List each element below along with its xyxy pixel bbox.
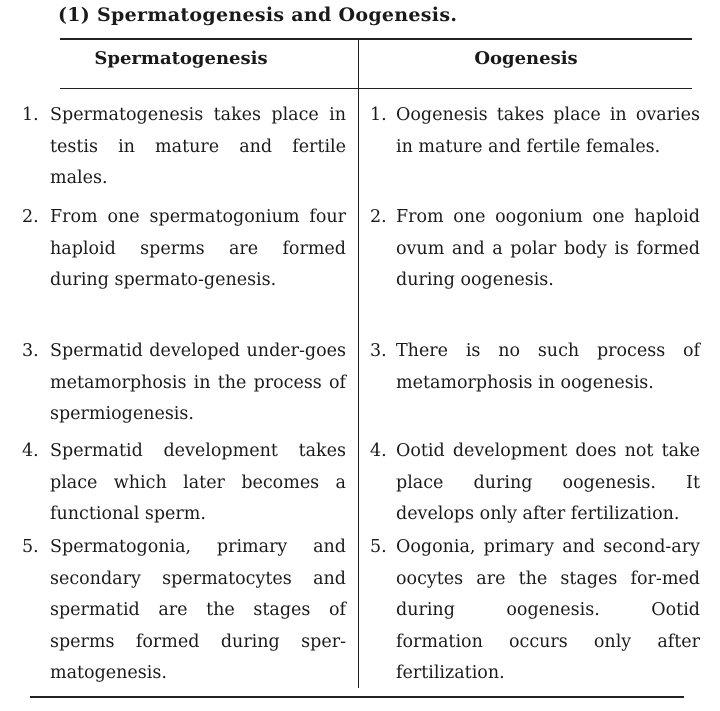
row-text: Spermatogonia, primary and secondary spermatocytes and spermatid are the stages of sperms formed during sper-matogenesis.	[50, 537, 346, 683]
table-row	[16, 336, 346, 431]
table-top-rule	[60, 38, 692, 40]
row-text: Spermatid developed under-goes metamorphosis in the process of spermiogenesis.	[50, 341, 346, 424]
row-number: 2.	[370, 207, 387, 227]
header-spermatogenesis: Spermatogenesis	[94, 48, 268, 69]
row-text: Oogenesis takes place in ovaries in mature and fertile females.	[396, 105, 700, 157]
row-text: From one oogonium one haploid ovum and a polar body is formed during oogenesis.	[396, 207, 700, 290]
row-number: 2.	[22, 207, 39, 227]
table-row	[16, 532, 346, 690]
table-row	[364, 202, 700, 297]
page-title: (1) Spermatogenesis and Oogenesis.	[58, 4, 458, 26]
table-row	[16, 436, 346, 531]
row-number: 5.	[22, 537, 39, 557]
table-row	[364, 436, 700, 531]
row-number: 5.	[370, 537, 387, 557]
row-text: Spermatogenesis takes place in testis in mature and fertile males.	[50, 105, 346, 188]
comparison-table	[16, 38, 700, 698]
row-number: 3.	[22, 341, 39, 361]
row-text: Ootid development does not take place during oogenesis. It develops only after fertilization.	[396, 441, 700, 524]
row-number: 4.	[370, 441, 387, 461]
row-text: There is no such process of metamorphosis in oogenesis.	[396, 341, 700, 393]
row-text: Spermatid development takes place which later becomes a functional sperm.	[50, 441, 346, 524]
table-row	[16, 202, 346, 297]
row-number: 3.	[370, 341, 387, 361]
row-number: 1.	[22, 105, 39, 125]
table-row	[364, 100, 700, 163]
table-header-rule	[60, 88, 692, 89]
row-text: From one spermatogonium four haploid sperms are formed during spermato-genesis.	[50, 207, 346, 290]
row-number: 1.	[370, 105, 387, 125]
table-row	[364, 532, 700, 690]
table-row	[16, 100, 346, 195]
header-oogenesis: Oogenesis	[474, 48, 578, 69]
table-row	[364, 336, 700, 399]
table-bottom-rule	[30, 696, 684, 698]
row-number: 4.	[22, 441, 39, 461]
row-text: Oogonia, primary and second-ary oocytes are the stages for-med during oogenesis. Ootid formation occurs only after fertilization.	[396, 537, 700, 683]
column-divider	[358, 38, 359, 688]
